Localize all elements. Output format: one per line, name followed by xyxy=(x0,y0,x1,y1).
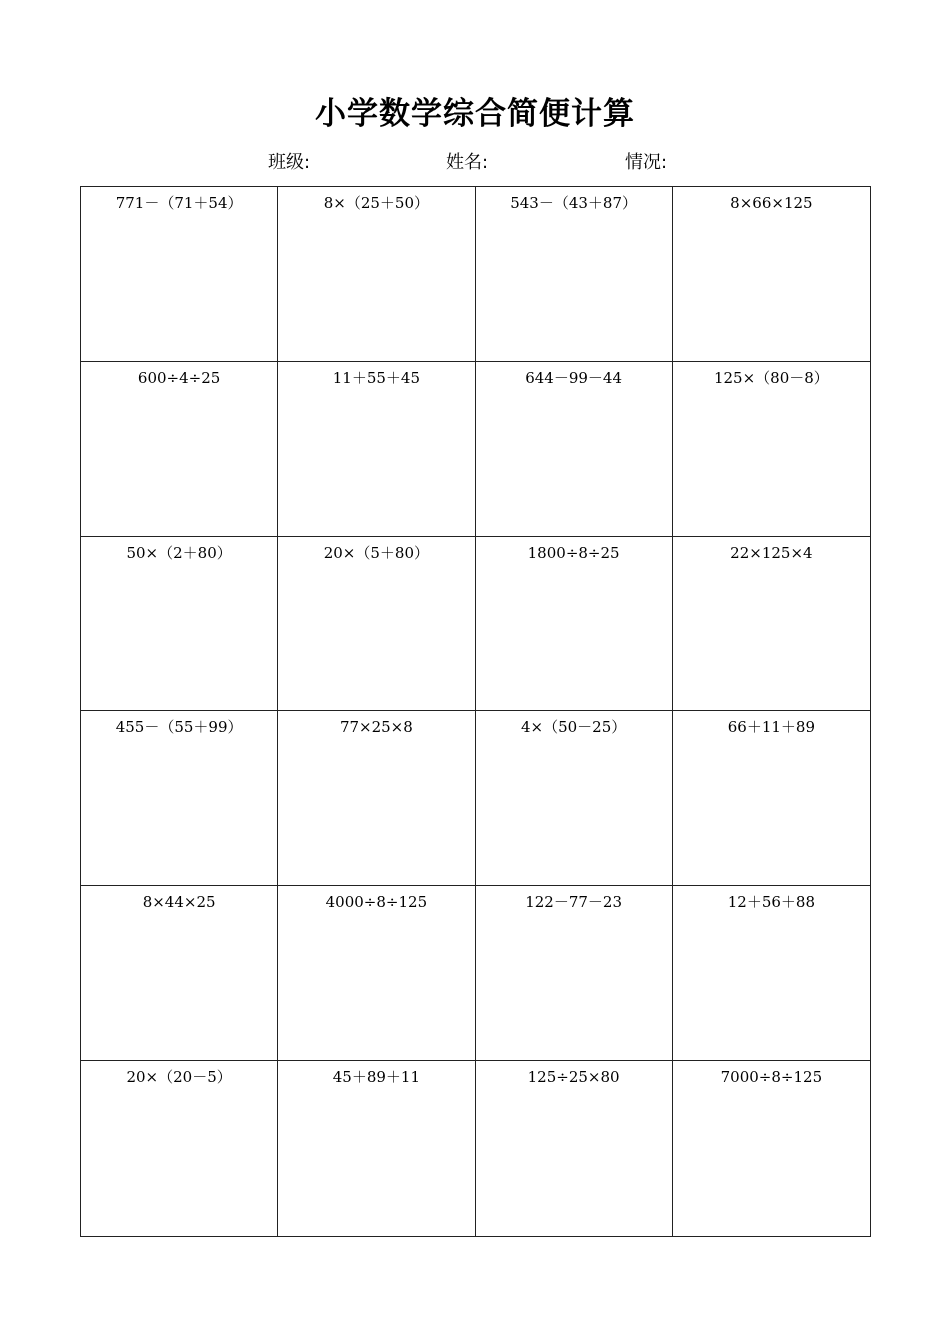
problem-cell: 8×44×25 xyxy=(81,886,278,1061)
problem-cell: 20×（20－5） xyxy=(81,1061,278,1236)
problem-cell: 8×（25＋50） xyxy=(278,187,475,362)
problem-cell: 125×（80－8） xyxy=(673,362,870,537)
name-label: 姓名: xyxy=(446,152,489,173)
problem-cell: 45＋89＋11 xyxy=(278,1061,475,1236)
problem-cell: 20×（5＋80） xyxy=(278,537,475,712)
problem-cell: 455－（55＋99） xyxy=(81,711,278,886)
problem-cell: 22×125×4 xyxy=(673,537,870,712)
problem-cell: 600÷4÷25 xyxy=(81,362,278,537)
problem-cell: 8×66×125 xyxy=(673,187,870,362)
student-info-row xyxy=(0,150,950,176)
problem-grid xyxy=(80,186,871,1237)
status-label: 情况: xyxy=(625,152,668,173)
problem-cell: 50×（2＋80） xyxy=(81,537,278,712)
problem-cell: 122－77－23 xyxy=(476,886,673,1061)
problem-cell: 543－（43＋87） xyxy=(476,187,673,362)
worksheet-title: 小学数学综合简便计算 xyxy=(315,96,635,132)
problem-cell: 4×（50－25） xyxy=(476,711,673,886)
problem-cell: 644－99－44 xyxy=(476,362,673,537)
problem-cell: 12＋56＋88 xyxy=(673,886,870,1061)
class-label: 班级: xyxy=(268,152,311,173)
problem-cell: 7000÷8÷125 xyxy=(720,1068,823,1087)
problem-cell: 125÷25×80 xyxy=(476,1061,673,1236)
problem-cell: 4000÷8÷125 xyxy=(278,886,475,1061)
problem-cell: 11＋55＋45 xyxy=(278,362,475,537)
problem-cell: 66＋11＋89 xyxy=(673,711,870,886)
problem-cell: 771－（71＋54） xyxy=(81,187,278,362)
problem-cell: 77×25×8 xyxy=(278,711,475,886)
problem-cell: 1800÷8÷25 xyxy=(476,537,673,712)
